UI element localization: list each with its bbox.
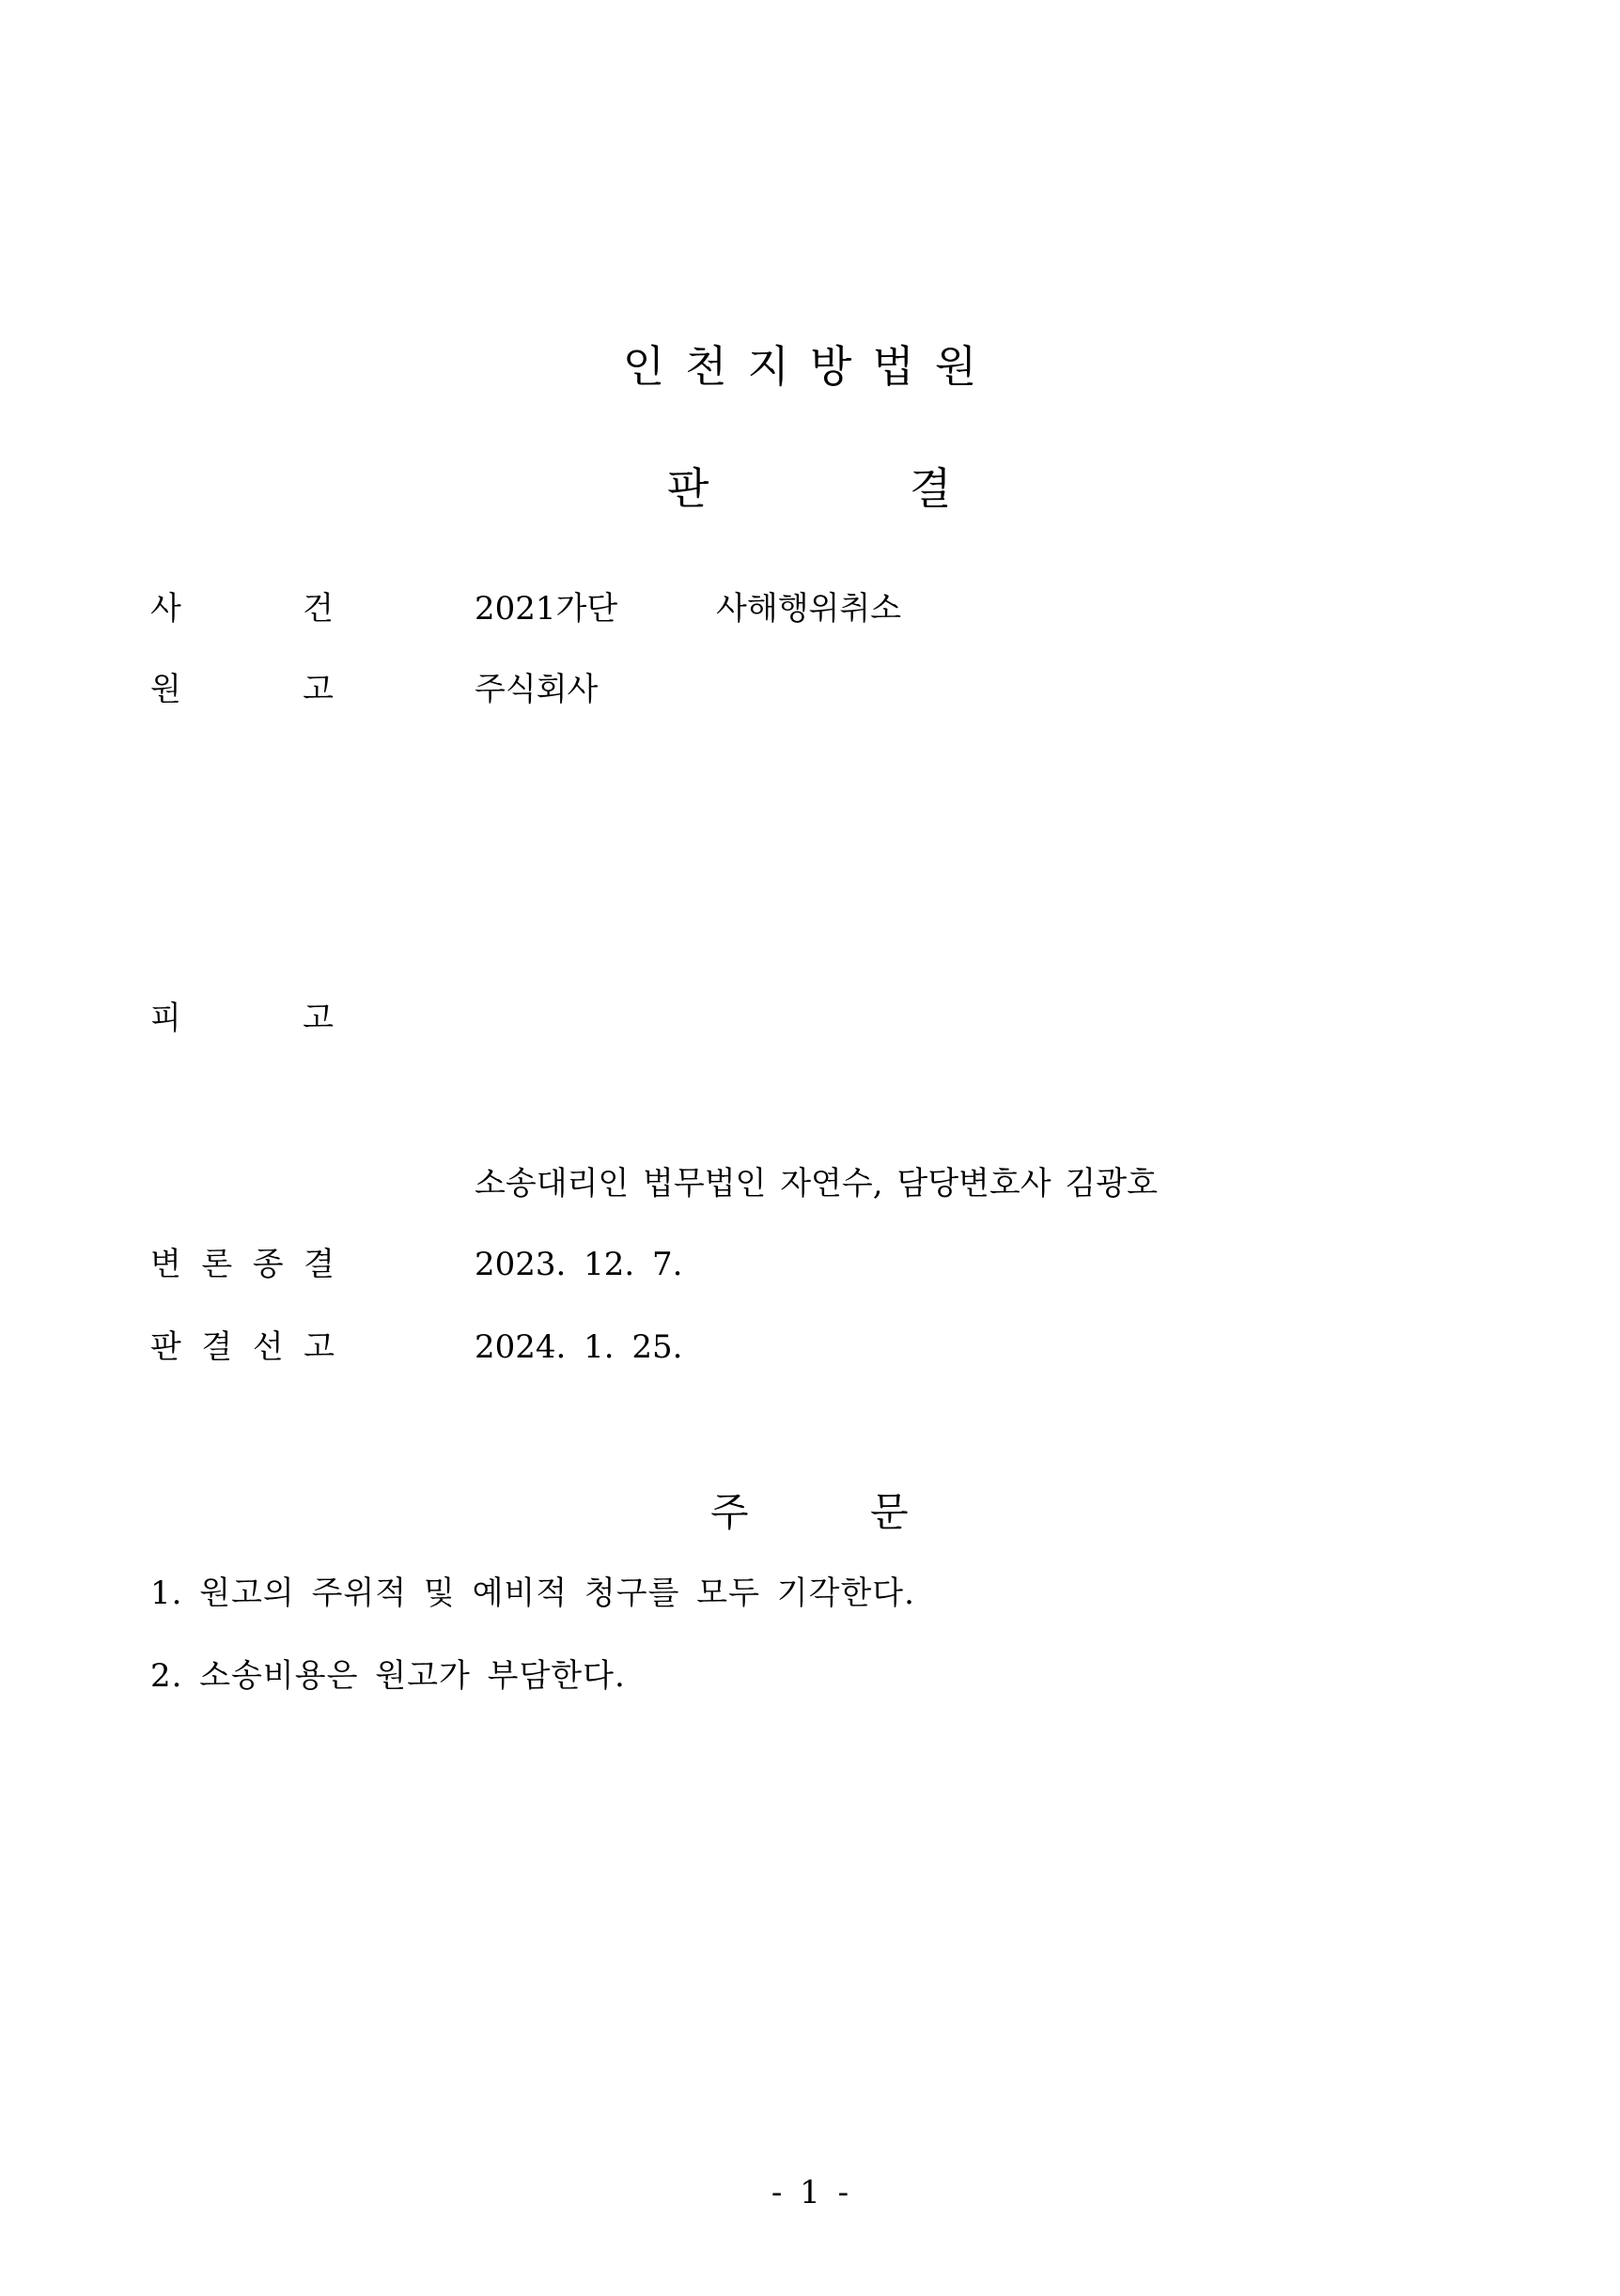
ruling-label-char: 결	[201, 1328, 233, 1366]
case-name: 사해행위취소	[716, 590, 902, 628]
defendant-label	[150, 998, 334, 1039]
ruling-label	[150, 1326, 335, 1368]
closing-label-char: 종	[252, 1246, 284, 1283]
document-title-left: 판	[667, 463, 709, 514]
defendant-label-char: 피	[150, 1000, 181, 1037]
case-number: 2021가단	[475, 590, 618, 628]
closing-label-char: 결	[304, 1246, 335, 1283]
ruling-label-char: 고	[304, 1328, 335, 1366]
ruling-label-char: 선	[252, 1328, 284, 1366]
case-label	[150, 588, 334, 629]
plaintiff-label	[150, 669, 334, 710]
defendant-label-char: 고	[303, 1000, 334, 1037]
ruling-date: 2024. 1. 25.	[475, 1328, 683, 1366]
order-item-1: 1. 원고의 주위적 및 예비적 청구를 모두 기각한다.	[150, 1575, 915, 1612]
counsel: 소송대리인 법무법인 자연수, 담당변호사 김광호	[475, 1165, 1158, 1202]
closing-label-char: 변	[150, 1246, 181, 1283]
closing-label-char: 론	[201, 1246, 233, 1283]
order-heading-left: 주	[710, 1489, 749, 1535]
page-number: - 1 -	[771, 2174, 849, 2211]
order-heading-right: 문	[870, 1489, 909, 1535]
closing-date: 2023. 12. 7.	[475, 1246, 683, 1283]
case-label-char: 건	[303, 590, 334, 628]
case-label-char: 사	[150, 590, 181, 628]
court-name: 인천지방법원	[622, 341, 998, 392]
closing-label	[150, 1244, 335, 1285]
plaintiff-value: 주식회사	[475, 671, 599, 708]
plaintiff-label-char: 고	[303, 671, 334, 708]
document-title-right: 결	[910, 463, 952, 514]
ruling-label-char: 판	[150, 1328, 181, 1366]
order-item-2: 2. 소송비용은 원고가 부담한다.	[150, 1657, 626, 1695]
plaintiff-label-char: 원	[150, 671, 181, 708]
